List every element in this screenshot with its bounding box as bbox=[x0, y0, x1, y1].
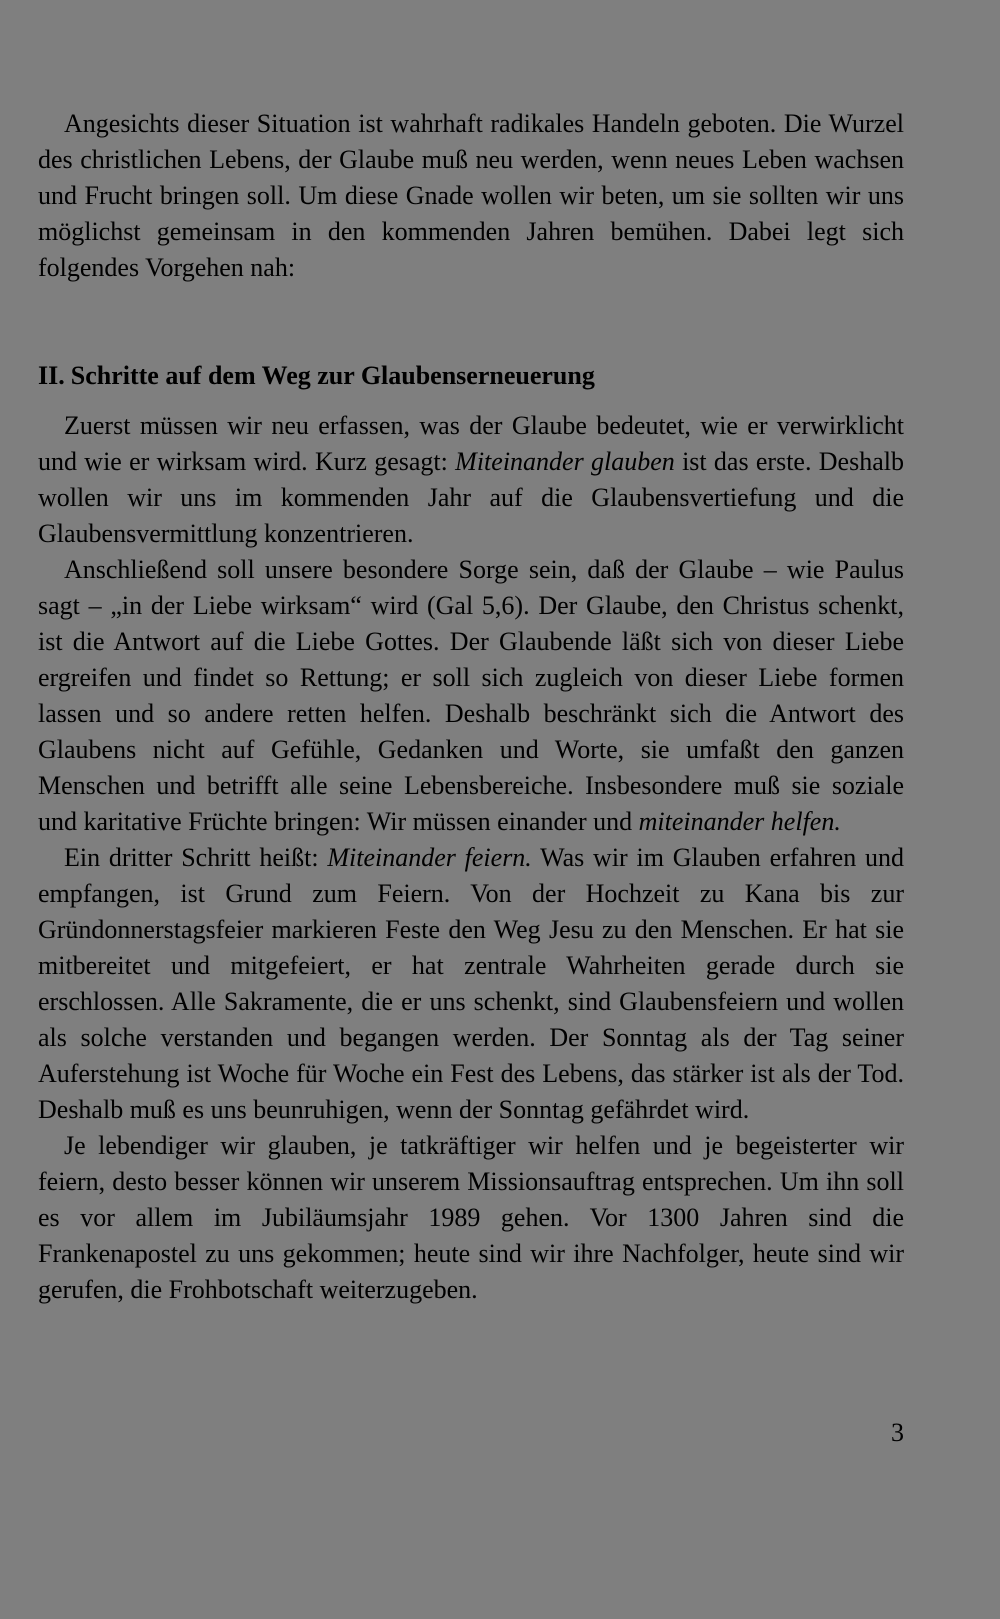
emphasis-text: miteinander helfen. bbox=[638, 807, 841, 836]
section-heading bbox=[38, 358, 904, 394]
paragraph-text: ist das erste. Deshalb wollen wir uns im kommenden Jahr auf die Glaubensvertiefung und die Glaubensvermittlung konzentrieren. bbox=[38, 447, 904, 548]
emphasis-text: Miteinander feiern. bbox=[327, 843, 532, 872]
section-title: Schritte auf dem Weg zur Glaubenserneuerung bbox=[70, 361, 595, 390]
paragraph-missionsauftrag: Je lebendiger wir glauben, je tatkräftiger wir helfen und je begeisterter wir feiern, desto besser können wir unserem Missionsauftrag entsprechen. Um ihn soll es vor allem im Jubiläumsjahr 1989 gehen. Vor 1300 Jahren sind die Frankenapostel zu uns gekommen; heute sind wir ihre Nachfolger, heute sind wir gerufen, die Frohbotschaft weiterzugeben. bbox=[38, 1131, 904, 1304]
paragraph-text: Anschließend soll unsere besondere Sorge sein, daß der Glaube – wie Paulus sagt – „in der Liebe wirksam“ wird (Gal 5,6). Der Glaube, den Christus schenkt, ist die Antwort auf die Liebe Gottes. Der Glaubende läßt sich von dieser Liebe ergreifen und findet so Rettung; er soll sich zugleich von dieser Liebe formen lassen und so andere retten helfen. Deshalb beschränkt sich die Antwort des Glaubens nicht auf Gefühle, Gedanken und Worte, sie umfaßt den ganzen Menschen und betrifft alle seine Lebensbereiche. Insbesondere muß sie soziale und karitative Früchte bringen: Wir müssen einander und bbox=[38, 555, 904, 836]
intro-paragraph: Angesichts dieser Situation ist wahrhaft radikales Handeln geboten. Die Wurzel des christlichen Lebens, der Glaube muß neu werden, wenn neues Leben wachsen und Frucht bringen soll. Um diese Gnade wollen wir beten, um sie sollten wir uns möglichst gemeinsam in den kommenden Jahren bemühen. Dabei legt sich folgendes Vorgehen nah: bbox=[38, 109, 904, 282]
document-page bbox=[38, 106, 904, 1308]
paragraph-miteinander-glauben bbox=[38, 408, 904, 552]
paragraph-text: Ein dritter Schritt heißt: bbox=[64, 843, 328, 872]
emphasis-text: Miteinander glauben bbox=[455, 447, 675, 476]
page-number: 3 bbox=[891, 1418, 904, 1447]
paragraph-text: Zuerst müssen wir neu erfassen, was der Glaube bedeutet, wie er verwirklicht und wie er wirksam wird. Kurz gesagt: bbox=[38, 411, 904, 476]
paragraph-miteinander-feiern bbox=[38, 840, 904, 1128]
paragraph-miteinander-helfen bbox=[38, 552, 904, 840]
section-number: II. bbox=[38, 361, 65, 390]
paragraph-text: Was wir im Glauben erfahren und empfangen, ist Grund zum Feiern. Von der Hochzeit zu Kana bis zur Gründonnerstagsfeier markieren Feste den Weg Jesu zu den Menschen. Er hat sie mitbereitet und mitgefeiert, er hat zentrale Wahrheiten gerade durch sie erschlossen. Alle Sakramente, die er uns schenkt, sind Glaubensfeiern und wollen als solche verstanden und begangen werden. Der Sonntag als der Tag seiner Auferstehung ist Woche für Woche ein Fest des Lebens, das stärker ist als der Tod. Deshalb muß es uns beunruhigen, wenn der Sonntag gefährdet wird. bbox=[38, 843, 904, 1124]
